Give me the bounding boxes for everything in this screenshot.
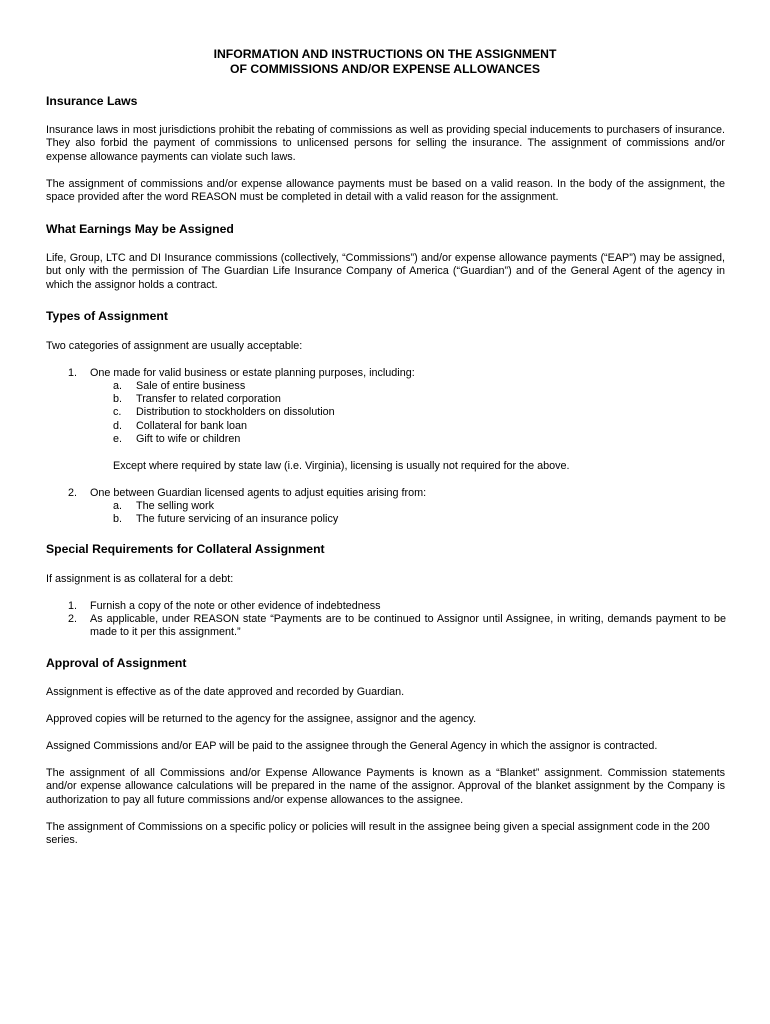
title-line-1: INFORMATION AND INSTRUCTIONS ON THE ASSIGNMENT: [213, 47, 557, 61]
sub-item-text: Collateral for bank loan: [136, 420, 248, 432]
paragraph-earnings: Life, Group, LTC and DI Insurance commissions (collectively, “Commissions”) and/or expense allowance payments (“EAP”) may be assigned, but only with the permission of The Guardian Life Insurance Company of America (“Guardian”) and of the General Agent of the agency in which the assignor holds a contract.: [46, 252, 725, 291]
types-intro: Two categories of assignment are usually acceptable:: [46, 340, 303, 352]
list-item-text: One between Guardian licensed agents to adjust equities arising from:: [90, 487, 427, 499]
paragraph-insurance-laws-1: Insurance laws in most jurisdictions prohibit the rebating of commissions as well as providing special inducements to purchasers of insurance. They also forbid the payment of commissions to unlicensed persons for selling the insurance. The assignment of commissions and/or expense allowance payments can violate such laws.: [46, 124, 725, 163]
paragraph-approval-1: Assignment is effective as of the date approved and recorded by Guardian.: [46, 686, 405, 698]
list-number: 2.: [68, 613, 78, 625]
paragraph-approval-5: The assignment of Commissions on a specific policy or policies will result in the assignee being given a special assignment code in the 200 series.: [46, 821, 710, 847]
heading-insurance-laws: Insurance Laws: [46, 94, 138, 108]
heading-types: Types of Assignment: [46, 309, 168, 323]
sub-item-text: Transfer to related corporation: [136, 393, 281, 405]
sub-letter: b.: [113, 513, 123, 525]
sub-item-text: The future servicing of an insurance policy: [136, 513, 339, 525]
sub-letter: c.: [113, 406, 122, 418]
sub-letter: d.: [113, 420, 123, 432]
list-item-text: As applicable, under REASON state “Payments are to be continued to Assignor until Assignee, in writing, demands payment to be made to it per this assignment.”: [90, 613, 726, 639]
list-number: 1.: [68, 367, 78, 379]
list-item-text: Furnish a copy of the note or other evidence of indebtedness: [90, 600, 381, 612]
sub-item-text: Sale of entire business: [136, 380, 246, 392]
document-title: [0, 47, 770, 77]
sub-letter: a.: [113, 380, 123, 392]
paragraph-approval-3: Assigned Commissions and/or EAP will be paid to the assignee through the General Agency in which the assignor is contracted.: [46, 740, 658, 752]
types-note: Except where required by state law (i.e. Virginia), licensing is usually not required for the above.: [113, 460, 570, 472]
sub-letter: a.: [113, 500, 123, 512]
paragraph-approval-4: The assignment of all Commissions and/or Expense Allowance Payments is known as a “Blanket” assignment. Commission statements and/or expense allowance calculations will be prepared in the name of the assignor. Approval of the blanket assignment by the Company is authorization to pay all future commissions and/or expense allowances to the assignee.: [46, 767, 725, 806]
list-number: 1.: [68, 600, 78, 612]
heading-earnings: What Earnings May be Assigned: [46, 222, 234, 236]
paragraph-approval-2: Approved copies will be returned to the agency for the assignee, assignor and the agency.: [46, 713, 477, 725]
heading-collateral: Special Requirements for Collateral Assignment: [46, 542, 325, 556]
collateral-intro: If assignment is as collateral for a debt:: [46, 573, 234, 585]
heading-approval: Approval of Assignment: [46, 656, 187, 670]
sub-item-text: Distribution to stockholders on dissolution: [136, 406, 335, 418]
sub-item-text: The selling work: [136, 500, 215, 512]
paragraph-insurance-laws-2: The assignment of commissions and/or expense allowance payments must be based on a valid reason. In the body of the assignment, the space provided after the word REASON must be completed in detail with a valid reason for the assignment.: [46, 178, 725, 204]
list-number: 2.: [68, 487, 78, 499]
title-line-2: OF COMMISSIONS AND/OR EXPENSE ALLOWANCES: [230, 62, 540, 76]
sub-letter: b.: [113, 393, 123, 405]
sub-letter: e.: [113, 433, 123, 445]
sub-item-text: Gift to wife or children: [136, 433, 241, 445]
list-item-text: One made for valid business or estate planning purposes, including:: [90, 367, 415, 379]
